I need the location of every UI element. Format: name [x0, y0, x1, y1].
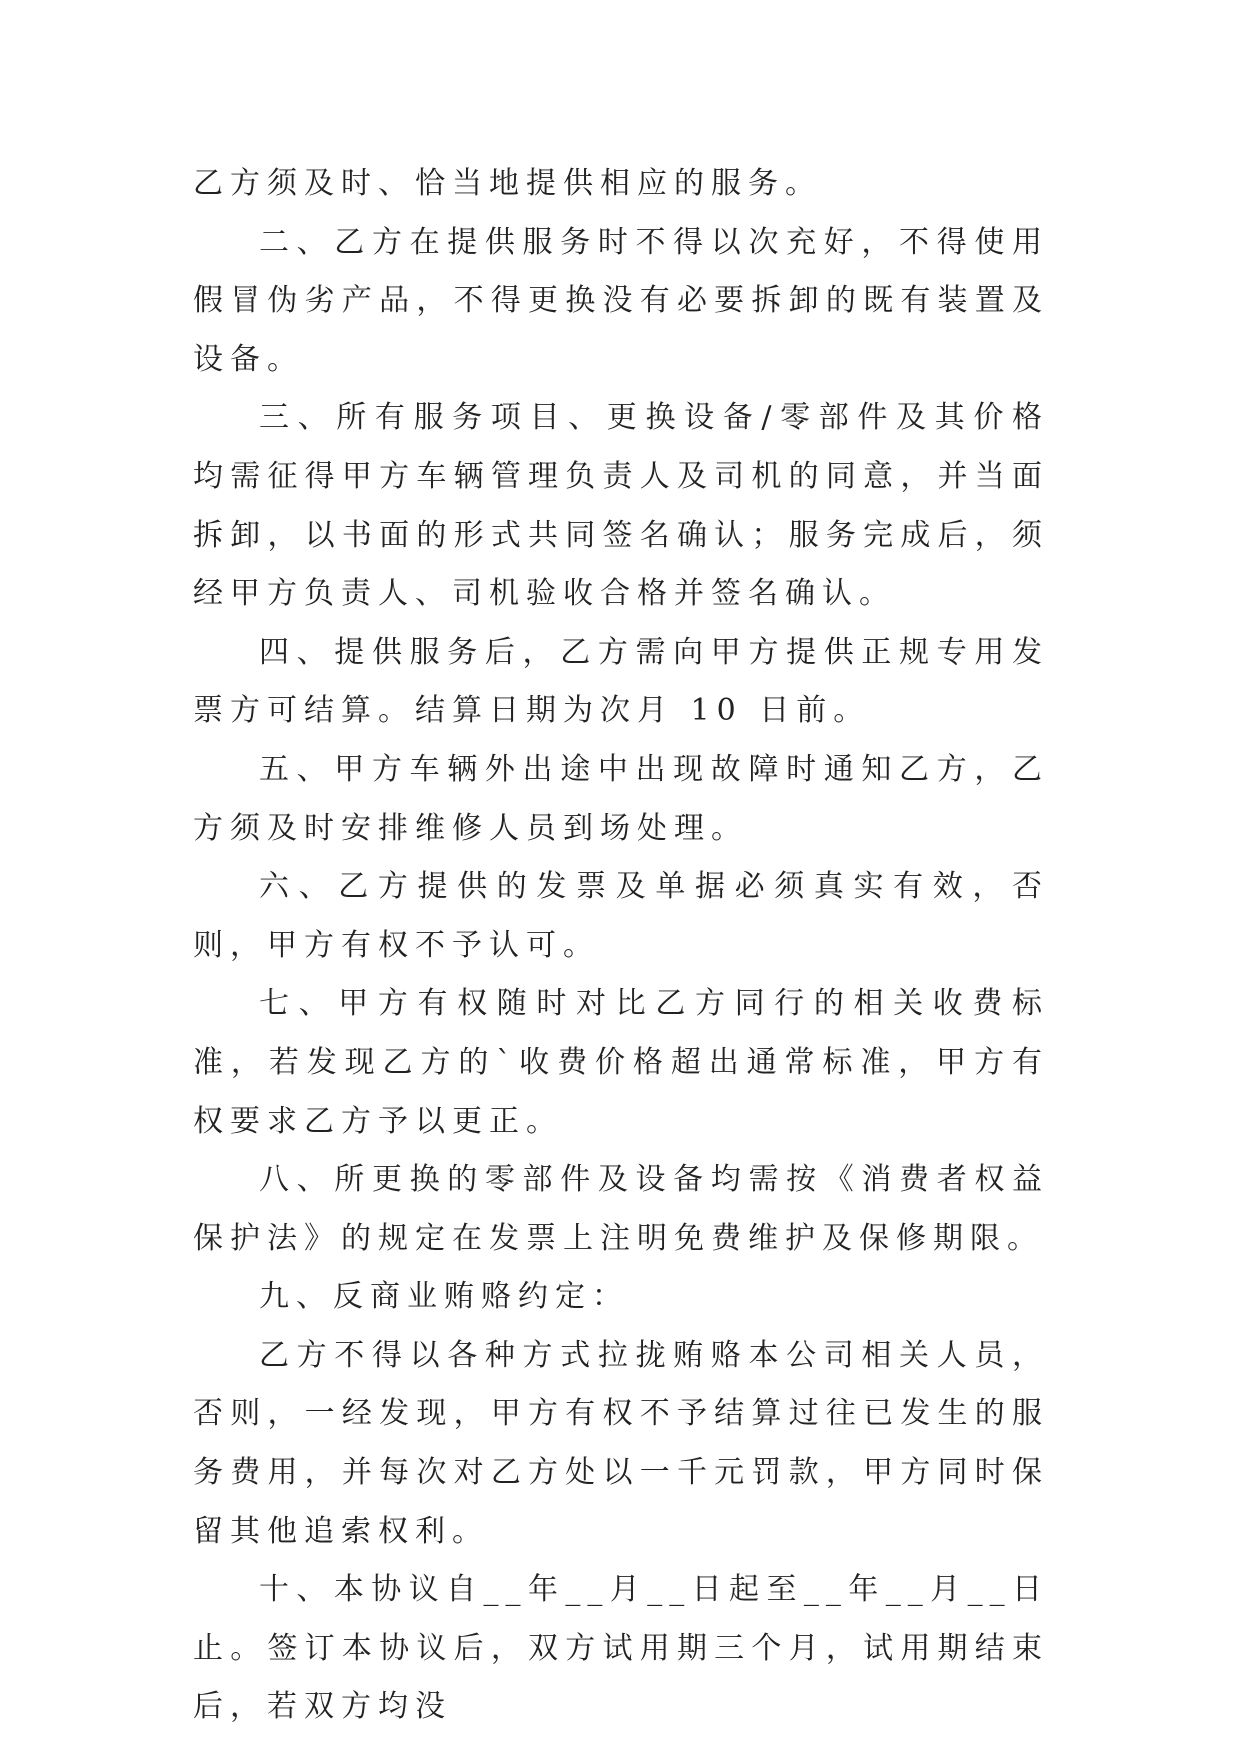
paragraph-continuation: 乙方须及时、恰当地提供相应的服务。 — [193, 166, 822, 201]
paragraph-clause-4: 四、提供服务后，乙方需向甲方提供正规专用发票方可结算。结算日期为次月 10 日前。 — [193, 634, 1049, 729]
paragraph-clause-8: 八、所更换的零部件及设备均需按《消费者权益保护法》的规定在发票上注明免费维护及保修期限。 — [193, 1162, 1049, 1256]
paragraph-clause-7: 七、甲方有权随时对比乙方同行的相关收费标准，若发现乙方的`收费价格超出通常标准，甲方有权要求乙方予以更正。 — [193, 986, 1049, 1139]
paragraph-clause-9-body: 乙方不得以各种方式拉拢贿赂本公司相关人员，否则，一经发现，甲方有权不予结算过往已发生的服务费用，并每次对乙方处以一千元罚款，甲方同时保留其他追索权利。 — [193, 1337, 1049, 1549]
document-body — [193, 155, 1049, 1737]
paragraph-clause-9: 九、反商业贿赂约定： — [259, 1279, 629, 1315]
paragraph-clause-2: 二、乙方在提供服务时不得以次充好，不得使用假冒伪劣产品，不得更换没有必要拆卸的既有装置及设备。 — [193, 224, 1049, 377]
paragraph-clause-3: 三、所有服务项目、更换设备/零部件及其价格均需征得甲方车辆管理负责人及司机的同意，并当面拆卸，以书面的形式共同签名确认；服务完成后，须经甲方负责人、司机验收合格并签名确认。 — [193, 400, 1049, 612]
paragraph-clause-6: 六、乙方提供的发票及单据必须真实有效，否则，甲方有权不予认可。 — [193, 869, 1049, 963]
paragraph-clause-5: 五、甲方车辆外出途中出现故障时通知乙方，乙方须及时安排维修人员到场处理。 — [193, 751, 1049, 846]
paragraph-clause-10: 十、本协议自__年__月__日起至__年__月__日止。签订本协议后，双方试用期三个月，试用期结束后，若双方均没 — [193, 1572, 1049, 1725]
